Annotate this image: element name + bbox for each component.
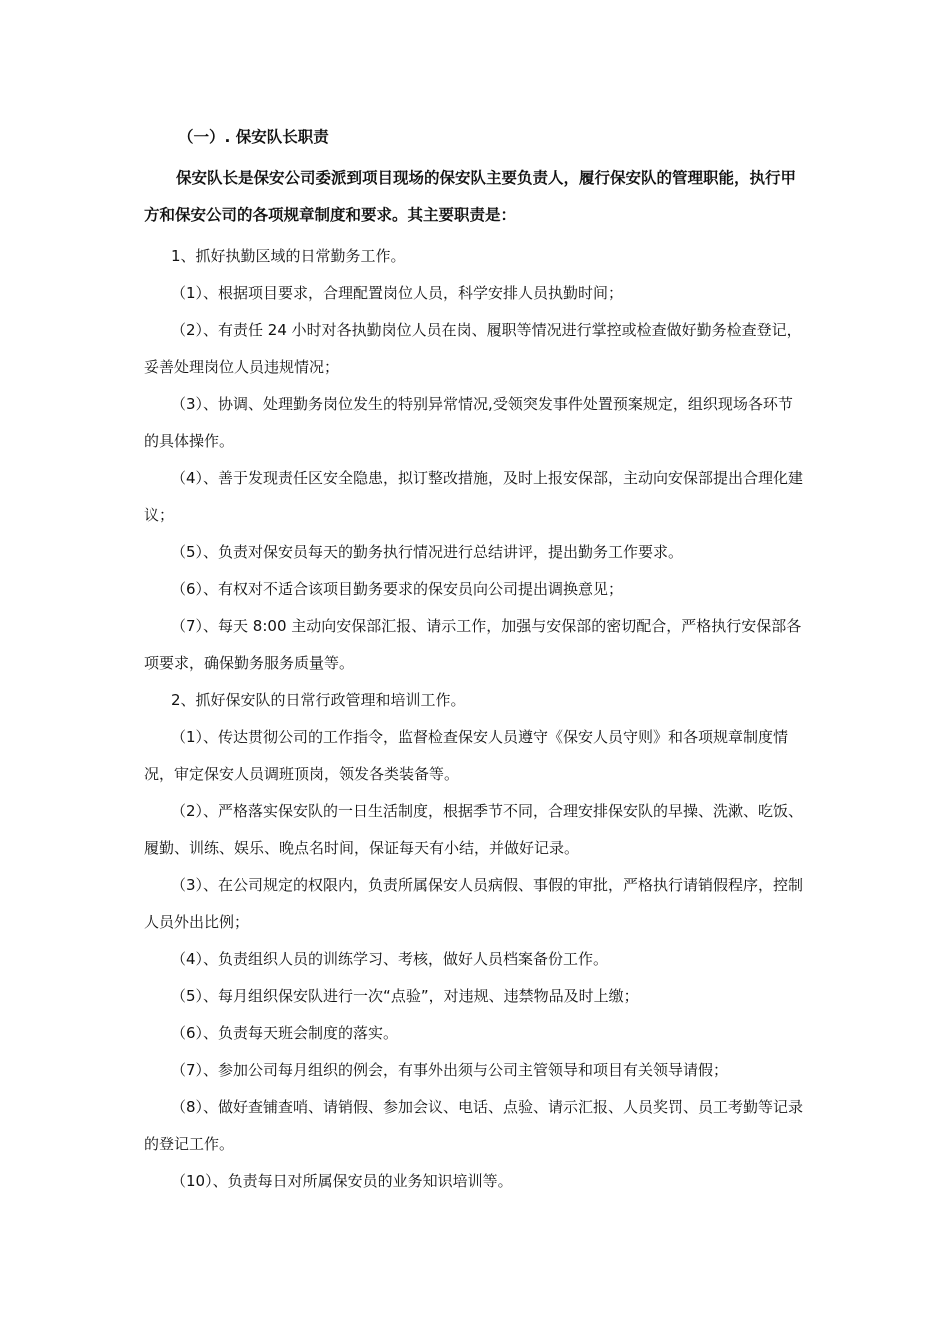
paragraph-subitem-1-3: （3）、协调、处理勤务岗位发生的特别异常情况,受领突发事件处置预案规定，组织现场各环节的具体操作。 (144, 395, 793, 450)
paragraph-subitem-2-1: （1）、传达贯彻公司的工作指令，监督检查保安人员遵守《保安人员守则》和各项规章制度情况，审定保安人员调班顶岗，领发各类装备等。 (144, 728, 789, 783)
paragraph-subitem-2-3: （3）、在公司规定的权限内，负责所属保安人员病假、事假的审批，严格执行请销假程序，控制人员外出比例； (144, 876, 804, 931)
paragraph-subitem-2-5: （5）、每月组织保安队进行一次“点验”，对违规、违禁物品及时上缴； (171, 987, 639, 1005)
paragraph-subitem-1-4: （4）、善于发现责任区安全隐患，拟订整改措施，及时上报安保部，主动向安保部提出合理化建议； (144, 469, 804, 524)
paragraph-subitem-1-5: （5）、负责对保安员每天的勤务执行情况进行总结讲评，提出勤务工作要求。 (171, 543, 684, 561)
paragraph-subitem-2-8: （8）、做好查铺查哨、请销假、参加会议、电话、点验、请示汇报、人员奖罚、员工考勤等记录的登记工作。 (144, 1098, 804, 1153)
intro-paragraph: 保安队长是保安公司委派到项目现场的保安队主要负责人，履行保安队的管理职能，执行甲方和保安公司的各项规章制度和要求。其主要职责是： (144, 169, 797, 224)
paragraph-subitem-2-10: （10）、负责每日对所属保安员的业务知识培训等。 (171, 1172, 513, 1190)
paragraph-subitem-2-2: （2）、严格落实保安队的一日生活制度，根据季节不同，合理安排保安队的早操、洗漱、吃饭、履勤、训练、娱乐、晚点名时间，保证每天有小结，并做好记录。 (144, 802, 804, 857)
paragraph-subitem-2-7: （7）、参加公司每月组织的例会，有事外出须与公司主管领导和项目有关领导请假； (171, 1061, 729, 1079)
paragraph-item-1: 1、抓好执勤区域的日常勤务工作。 (171, 247, 406, 265)
paragraph-subitem-1-7: （7）、每天 8:00 主动向安保部汇报、请示工作，加强与安保部的密切配合，严格执行安保部各项要求，确保勤务服务质量等。 (144, 617, 802, 672)
paragraph-subitem-1-2: （2）、有责任 24 小时对各执勤岗位人员在岗、履职等情况进行掌控或检查做好勤务检查登记，妥善处理岗位人员违规情况； (144, 321, 802, 376)
paragraph-subitem-1-6: （6）、有权对不适合该项目勤务要求的保安员向公司提出调换意见； (171, 580, 624, 598)
document-body (144, 124, 804, 1200)
paragraph-subitem-2-4: （4）、负责组织人员的训练学习、考核，做好人员档案备份工作。 (171, 950, 609, 968)
paragraph-subitem-2-6: （6）、负责每天班会制度的落实。 (171, 1024, 399, 1042)
paragraph-item-2: 2、抓好保安队的日常行政管理和培训工作。 (171, 691, 466, 709)
section-heading: （一）. 保安队长职责 (178, 128, 329, 146)
paragraph-subitem-1-1: （1）、根据项目要求，合理配置岗位人员，科学安排人员执勤时间； (171, 284, 624, 302)
